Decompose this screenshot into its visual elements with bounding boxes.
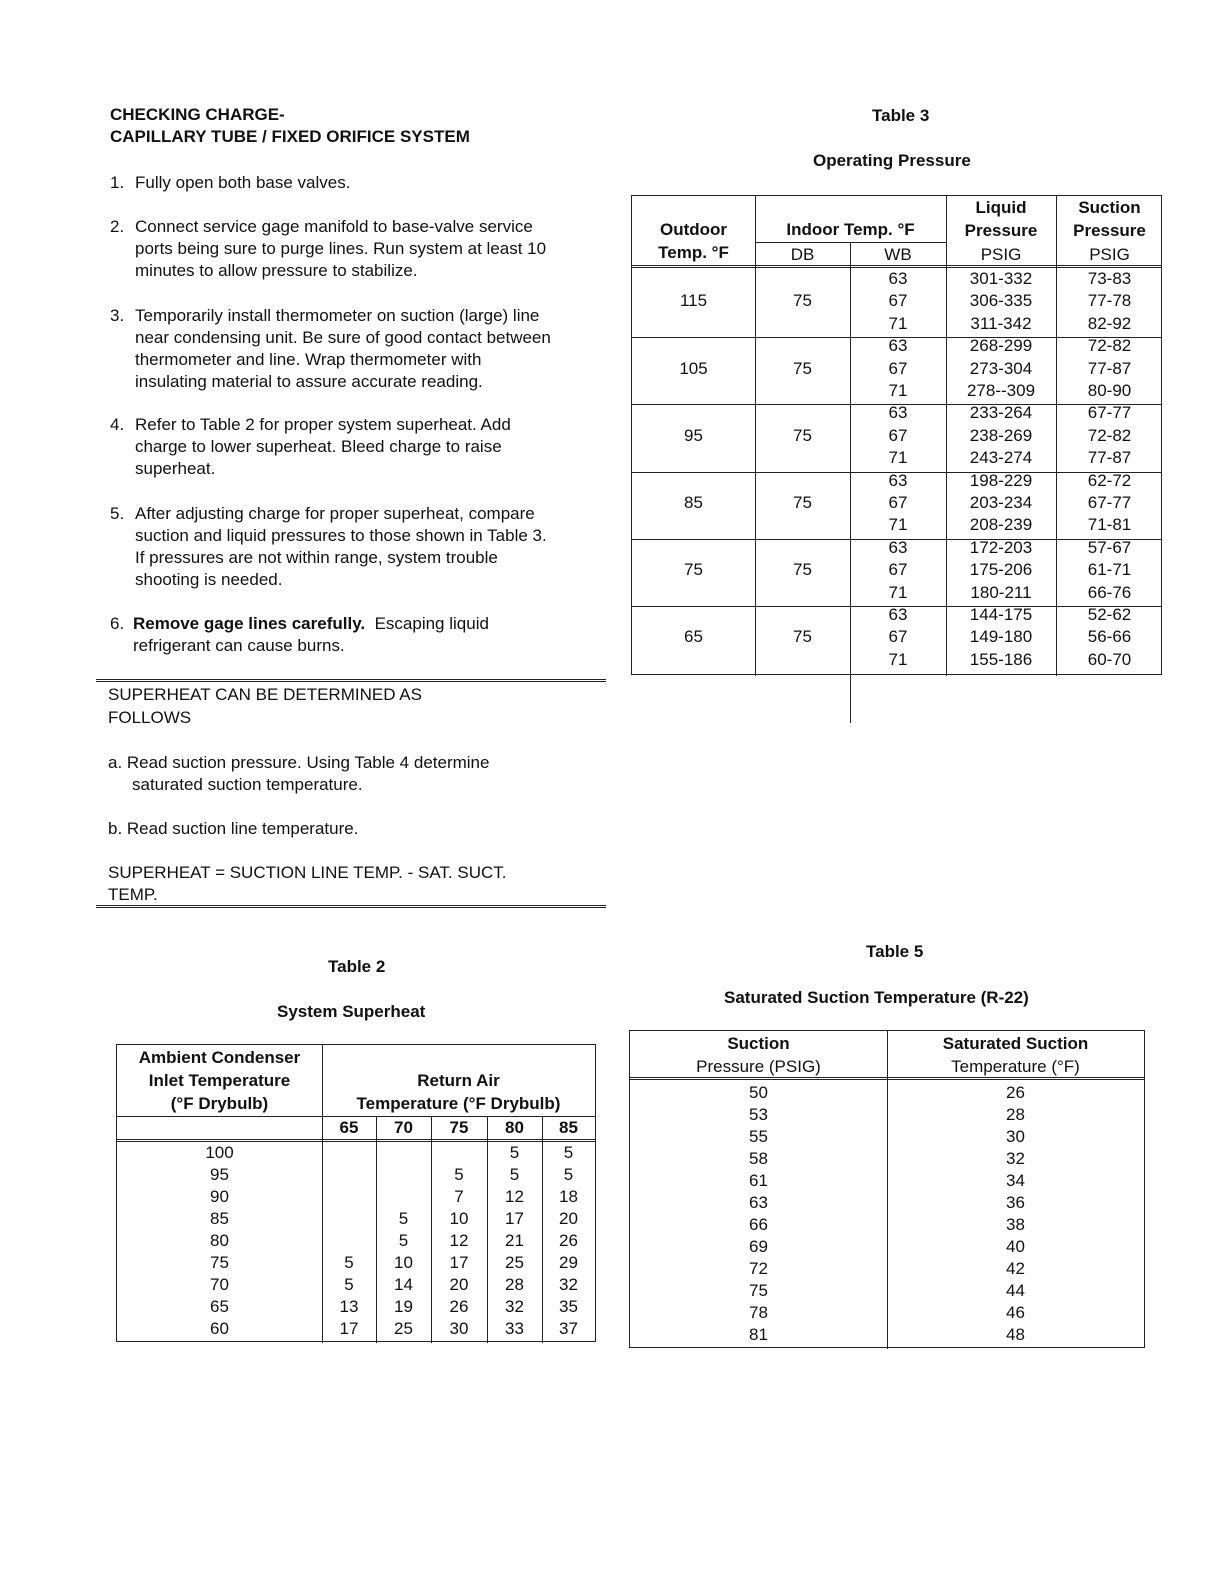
table2-header-divider [117,1116,595,1117]
table3-db: 75 [793,291,812,311]
table3-outdoor-temp: 95 [684,425,703,445]
table2-ambient-temp: 100 [205,1143,234,1162]
table5-pressure: 50 [749,1083,768,1102]
table5-temperature: 26 [1006,1083,1025,1102]
step-text-line: After adjusting charge for proper superheat, compare [135,504,535,523]
table2-superheat-value: 32 [505,1297,524,1316]
table2-ambient-temp: 70 [210,1275,229,1294]
step-number: 6. [110,614,125,633]
table2-ambient-temp: 65 [210,1297,229,1316]
table3-wb: 63 [888,605,908,624]
table3-suction-pressure: 73-83 [1087,269,1132,288]
table2-superheat-value: 28 [505,1275,524,1294]
table3-label: Table 3 [872,106,930,125]
table3-db: 75 [793,425,812,445]
table2-superheat-value: 21 [505,1231,524,1250]
table5-saturated-suction-temperature [629,1030,1145,1348]
table2-ambient-temp: 75 [210,1253,229,1272]
step-text-line: Refer to Table 2 for proper system superheat. Add [135,415,511,434]
heading-checking-charge: CHECKING CHARGE- [110,105,285,124]
table3-db: 75 [793,358,812,378]
step-text-line: suction and liquid pressures to those shown in Table 3. [135,526,547,545]
table3-outdoor-temp: 75 [684,560,703,580]
step-b: b. Read suction line temperature. [108,819,359,838]
table2-superheat-value: 30 [449,1319,469,1338]
table5-pressure: 61 [749,1171,768,1190]
table3-operating-pressure [631,195,1162,675]
table3-suction-pressure: 72-82 [1087,336,1132,356]
table2-ambient-temp: 90 [210,1187,229,1206]
formula-line2: TEMP. [108,885,158,904]
table3-suction-pressure: 57-67 [1087,537,1132,557]
table3-head-liquid-psig: PSIG [980,245,1022,264]
table2-ambient-temp: 95 [210,1165,229,1184]
table2-superheat-value: 12 [449,1231,469,1250]
step-text-line [133,614,489,634]
step-number: 1. [110,173,125,192]
table2-title: System Superheat [277,1002,426,1021]
table3-db: 75 [793,560,812,580]
table5-pressure: 72 [749,1259,768,1278]
table2-superheat-value: 18 [559,1187,578,1206]
step-text-line: Temporarily install thermometer on suction (large) line [135,306,540,325]
table5-temperature: 48 [1006,1325,1025,1344]
table3-suction-pressure: 66-76 [1087,582,1132,602]
divider-bottom [96,905,606,908]
table5-temperature: 38 [1006,1215,1025,1234]
table2-ambient-temp: 60 [210,1319,229,1338]
table5-pressure: 58 [749,1149,768,1168]
table3-wb: 67 [888,560,908,580]
step-text-line: thermometer and line. Wrap thermometer with [135,350,482,369]
table3-wb: 63 [888,470,908,490]
step-text-line: If pressures are not within range, system trouble [135,548,498,567]
step-number: 5. [110,504,125,523]
table2-superheat-value: 20 [449,1275,469,1294]
table2-superheat-value: 5 [398,1209,409,1228]
table5-label: Table 5 [866,942,924,961]
table2-superheat-value: 7 [454,1187,464,1206]
table2-superheat-value: 25 [505,1253,524,1272]
table3-wb: 71 [888,515,908,535]
heading-capillary-tube: CAPILLARY TUBE / FIXED ORIFICE SYSTEM [110,127,470,146]
table3-liquid-pressure: 203-234 [969,493,1033,512]
table5-temperature: 40 [1006,1237,1025,1256]
table2-superheat-value: 19 [394,1297,413,1316]
table3-liquid-pressure: 301-332 [969,269,1033,288]
step-text-line: near condensing unit. Be sure of good contact between [135,328,551,347]
step-text-line: shooting is needed. [135,570,283,589]
table5-head-pressure: Pressure (PSIG) [696,1057,821,1076]
table3-wb: 63 [888,403,908,423]
table2-head-ambient: Inlet Temperature [148,1071,291,1090]
table2-superheat-value: 25 [394,1319,413,1338]
table2-superheat-value: 17 [339,1319,359,1338]
table3-liquid-pressure: 238-269 [969,425,1033,445]
table2-superheat-value: 17 [505,1209,524,1228]
table2-superheat-value: 17 [449,1253,469,1272]
table3-header-rule [632,265,1161,268]
table2-col-header: 65 [339,1118,359,1137]
table3-liquid-pressure: 278--309 [966,381,1036,400]
table2-superheat-value: 5 [509,1143,520,1162]
table5-temperature: 46 [1006,1303,1025,1322]
table2-superheat-value: 37 [559,1319,578,1338]
table2-superheat-value: 13 [339,1297,359,1316]
table2-superheat-value: 26 [559,1231,578,1250]
table2-col-header: 75 [449,1118,469,1137]
table5-pressure: 81 [749,1325,768,1344]
table5-header-rule [630,1077,1144,1080]
table3-wb: 67 [888,291,908,311]
superheat-title-line1: SUPERHEAT CAN BE DETERMINED AS [108,685,422,704]
table3-wb: 71 [888,448,908,468]
table5-pressure: 75 [749,1281,768,1300]
table5-title: Saturated Suction Temperature (R-22) [724,988,1029,1007]
table3-wb: 63 [888,269,908,288]
table2-ambient-temp: 80 [210,1231,229,1250]
table3-liquid-pressure: 155-186 [969,649,1033,669]
table3-outdoor-temp: 65 [684,627,703,647]
table3-wb: 67 [888,358,908,378]
table3-wb: 67 [888,627,908,647]
step-text-line: Fully open both base valves. [135,173,351,192]
table2-superheat-value: 12 [505,1187,524,1206]
table3-suction-pressure: 72-82 [1087,425,1132,445]
step-text-line: ports being sure to purge lines. Run system at least 10 [135,239,547,258]
table3-liquid-pressure: 144-175 [969,605,1033,624]
table5-temperature: 42 [1006,1259,1025,1278]
table2-col-header: 70 [394,1118,413,1137]
table5-temperature: 34 [1006,1171,1025,1190]
table5-head-saturated: Saturated Suction [942,1034,1089,1053]
table3-suction-pressure: 71-81 [1087,515,1132,535]
table3-suction-pressure: 77-87 [1087,448,1132,468]
table2-superheat-value: 5 [398,1231,409,1250]
table5-pressure: 55 [749,1127,768,1146]
table3-indoor-divider [755,242,946,243]
table3-suction-pressure: 60-70 [1087,649,1132,669]
table2-superheat-value: 5 [454,1165,464,1184]
table5-pressure: 63 [749,1193,768,1212]
table2-superheat-value: 20 [559,1209,578,1228]
step-number: 2. [110,217,125,236]
table2-superheat-value: 26 [449,1297,469,1316]
table3-suction-pressure: 61-71 [1087,560,1132,580]
table5-pressure: 53 [749,1105,768,1124]
table5-temperature: 30 [1006,1127,1025,1146]
table3-suction-pressure: 67-77 [1087,493,1132,512]
superheat-title-line2: FOLLOWS [108,708,192,727]
table2-superheat-value: 32 [559,1275,578,1294]
table3-suction-pressure: 62-72 [1087,470,1132,490]
table3-wb: 67 [888,425,908,445]
table3-liquid-pressure: 180-211 [970,582,1032,602]
table2-superheat-value: 14 [394,1275,413,1294]
table2-head-return-air: Return Air [417,1071,500,1090]
table3-wb: 71 [888,582,908,602]
table3-liquid-pressure: 243-274 [969,448,1033,468]
table3-suction-pressure: 52-62 [1087,605,1132,624]
table2-head-ambient: (°F Drybulb) [170,1094,269,1113]
step-a-line2: saturated suction temperature. [132,775,363,794]
table3-liquid-pressure: 172-203 [969,537,1033,557]
table3-wb: 67 [888,493,908,512]
table5-temperature: 36 [1006,1193,1025,1212]
table3-head-indoor: Indoor Temp. °F [786,220,915,239]
table5-temperature: 28 [1006,1105,1025,1124]
table2-label: Table 2 [328,957,386,976]
table3-head-suction-pressure: Pressure [1073,221,1146,240]
table2-system-superheat [116,1044,596,1342]
formula-line1: SUPERHEAT = SUCTION LINE TEMP. - SAT. SUCT. [108,863,507,882]
table3-liquid-pressure: 208-239 [969,515,1033,535]
table3-suction-pressure: 67-77 [1087,403,1132,423]
table2-header-rule [117,1139,595,1142]
table3-liquid-pressure: 198-229 [969,470,1033,490]
table2-superheat-value: 35 [559,1297,578,1316]
table3-head-liquid-pressure: Pressure [964,221,1038,240]
table2-superheat-value: 29 [559,1253,578,1272]
table3-outdoor-temp: 105 [679,358,708,378]
table2-superheat-value: 33 [505,1319,524,1338]
table3-head-wb: WB [884,245,912,264]
table3-head-liquid: Liquid [975,198,1027,217]
table3-liquid-pressure: 175-206 [969,560,1033,580]
step-warning-rest: Escaping liquid [365,614,489,633]
table2-col-header: 85 [559,1118,578,1137]
table3-wb: 71 [888,381,908,400]
table5-temperature: 44 [1006,1281,1025,1300]
table3-db: 75 [793,493,812,512]
table3-liquid-pressure: 306-335 [969,291,1033,311]
table3-suction-pressure: 77-78 [1087,291,1132,311]
table2-superheat-value: 10 [394,1253,413,1272]
table3-wb: 71 [888,313,908,333]
table2-ambient-temp: 85 [210,1209,229,1228]
table2-superheat-value: 5 [344,1275,354,1294]
table5-pressure: 69 [749,1237,768,1256]
table2-superheat-value: 10 [449,1209,469,1228]
table3-outdoor-temp: 115 [679,291,708,311]
table5-pressure: 78 [749,1303,768,1322]
step-text-line: Connect service gage manifold to base-valve service [135,217,533,236]
table3-head-db: DB [790,245,815,264]
table3-suction-pressure: 82-92 [1087,313,1132,333]
step-text-line: minutes to allow pressure to stabilize. [135,261,418,280]
table3-suction-pressure: 77-87 [1087,358,1132,378]
table5-head-suction: Suction [727,1034,790,1053]
table3-title: Operating Pressure [813,151,971,170]
table3-wb: 71 [888,649,908,669]
step-text-line: refrigerant can cause burns. [133,636,345,655]
table3-head-outdoor: Outdoor [659,220,728,239]
table5-head-temperature: Temperature (°F) [951,1057,1080,1076]
step-a-line1: a. Read suction pressure. Using Table 4 determine [108,753,490,772]
table3-head-suction-psig: PSIG [1089,245,1130,264]
table3-outdoor-temp: 85 [684,493,703,512]
table2-superheat-value: 5 [563,1143,574,1162]
table3-liquid-pressure: 311-342 [970,313,1032,333]
table3-liquid-pressure: 233-264 [969,403,1033,423]
table3-suction-pressure: 56-66 [1087,627,1132,647]
table3-liquid-pressure: 268-299 [969,336,1033,356]
table3-suction-pressure: 80-90 [1087,381,1132,400]
table2-col-header: 80 [505,1118,524,1137]
table3-head-suction: Suction [1078,198,1141,217]
step-text-line: superheat. [135,459,216,478]
step-warning-bold: Remove gage lines carefully. [133,614,366,633]
table2-superheat-value: 5 [563,1165,574,1184]
table3-head-outdoor-temp: Temp. °F [658,243,729,262]
table3-liquid-pressure: 149-180 [969,627,1033,647]
table5-pressure: 66 [749,1215,768,1234]
table2-head-ambient: Ambient Condenser [138,1048,301,1067]
step-text-line: charge to lower superheat. Bleed charge to raise [135,437,502,456]
step-number: 4. [110,415,125,434]
table2-superheat-value: 5 [344,1253,354,1272]
table2-head-return-air: Temperature (°F Drybulb) [356,1094,561,1113]
table5-temperature: 32 [1006,1149,1025,1168]
table2-superheat-value: 5 [509,1165,520,1184]
table3-wb: 63 [888,537,908,557]
table3-db: 75 [793,627,812,647]
divider-top [96,679,606,682]
step-number: 3. [110,306,125,325]
table3-wb: 63 [888,336,908,356]
table3-liquid-pressure: 273-304 [969,358,1033,378]
step-text-line: insulating material to assure accurate reading. [135,372,483,391]
